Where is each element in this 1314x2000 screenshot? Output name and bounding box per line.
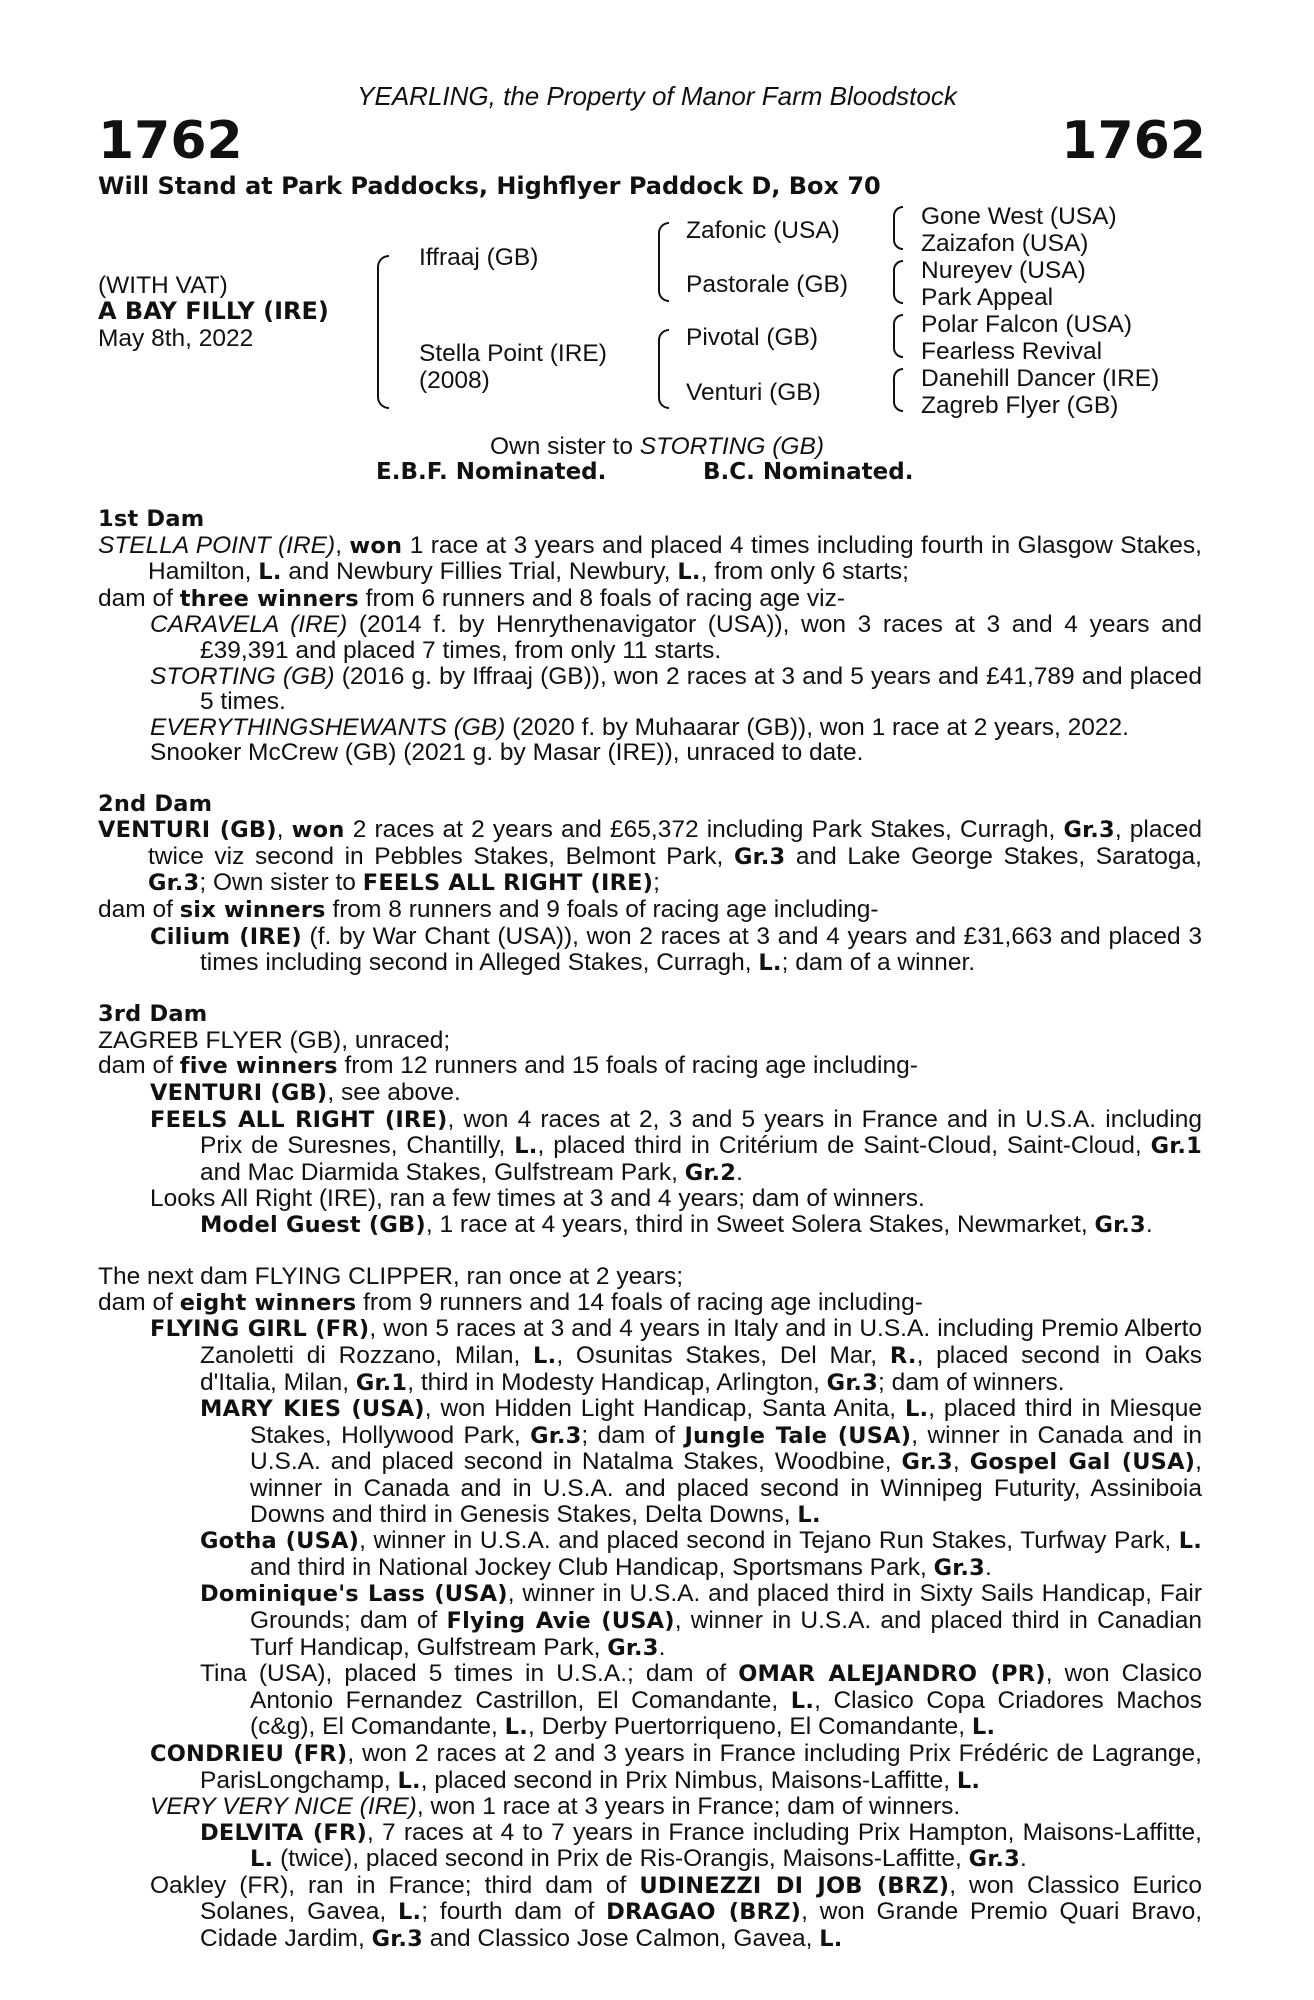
bold-text: FEELS ALL RIGHT (IRE) <box>362 870 654 897</box>
text-run: , placed twice viz second in Pebbles Stakes, Belmont Park, <box>148 816 1202 870</box>
bold-text: Gospel Gal (USA) <box>969 1449 1196 1476</box>
text-run: and Classico Jose Calmon, Gavea, <box>422 1925 820 1953</box>
text-run: , winner in U.S.A. and placed second in Tejano Run Stakes, Turfway Park, <box>359 1527 1179 1555</box>
bold-text: DELVITA (FR) <box>200 1819 367 1846</box>
text-run: (2016 g. by Iffraaj (GB)), won 2 races at 3 and 5 years and £41,789 and placed 5 times. <box>200 662 1202 716</box>
text-run: , winner in U.S.A. and placed third in Canadian Turf Handicap, Gulfstream Park, <box>250 1606 1202 1661</box>
produce-entry <box>98 1396 1202 1528</box>
pedigree-dam-year: (2008) <box>419 367 490 394</box>
text-run: ; fourth dam of <box>421 1898 607 1926</box>
text-run: Tina (USA), placed 5 times in U.S.A.; dam of <box>200 1660 739 1688</box>
foaling-date: May 8th, 2022 <box>98 325 254 352</box>
produce-entry <box>98 1316 1202 1396</box>
bold-text: L. <box>790 1687 815 1714</box>
text-run: Snooker McCrew (GB) (2021 g. by Masar (IRE)), unraced to date. <box>150 739 864 767</box>
second-dam-heading: 2nd Dam <box>98 790 213 817</box>
text-run: dam of <box>98 1288 180 1316</box>
bold-text: Model Guest (GB) <box>200 1212 426 1239</box>
produce-entry <box>98 1820 1202 1873</box>
own-sister-prefix: Own sister to <box>490 433 640 460</box>
horse-name: A BAY FILLY (IRE) <box>98 297 329 325</box>
bold-text: six winners <box>179 896 326 923</box>
text-run: and Mac Diarmida Stakes, Gulfstream Park, <box>200 1158 685 1186</box>
text-run: , placed second in Prix Nimbus, Maisons-Laffitte, <box>420 1766 957 1794</box>
bold-text: DRAGAO (BRZ) <box>606 1899 802 1926</box>
bold-text: L. <box>397 1767 421 1794</box>
own-sister-note <box>0 434 1314 460</box>
bold-text: Gr.1 <box>355 1369 408 1396</box>
italic-text: VERY VERY NICE (IRE) <box>150 1793 417 1821</box>
text-run: . <box>1020 1845 1027 1873</box>
italic-text: STELLA POINT (IRE) <box>98 531 336 559</box>
produce-entry <box>98 1581 1202 1661</box>
text-run: , from only 6 starts; <box>700 558 909 586</box>
bold-text: FLYING GIRL (FR) <box>150 1316 370 1343</box>
bold-text: Gr.3 <box>607 1634 659 1661</box>
text-run: , <box>952 1448 970 1476</box>
bc-nominated: B.C. Nominated. <box>703 459 914 485</box>
produce-entry <box>98 1186 1202 1212</box>
text-run: 2 races at 2 years and £65,372 including Park Stakes, Curragh, <box>344 816 1064 844</box>
bold-text: FEELS ALL RIGHT (IRE) <box>150 1106 448 1133</box>
italic-text: EVERYTHINGSHEWANTS (GB) <box>150 713 506 741</box>
text-run: dam of <box>98 895 180 923</box>
bold-text: Gr.1 <box>1150 1133 1202 1160</box>
pedigree-brace-gen1 <box>377 255 389 409</box>
produce-entry <box>98 1794 1202 1820</box>
text-run: . <box>736 1158 743 1186</box>
bold-text: L. <box>758 950 782 977</box>
text-run: The next dam FLYING CLIPPER, ran once at 2 years; <box>98 1263 684 1291</box>
text-run: , Osunitas Stakes, Del Mar, <box>556 1342 890 1369</box>
pedigree-sire-dam: Pastorale (GB) <box>686 271 849 298</box>
text-run: (twice), placed second in Prix de Ris-Orangis, Maisons-Laffitte, <box>273 1845 969 1873</box>
text-run: , 1 race at 4 years, third in Sweet Solera Stakes, Newmarket, <box>425 1211 1095 1239</box>
pedigree-gen3-7: Danehill Dancer (IRE) <box>921 365 1160 392</box>
text-run: . <box>984 1553 992 1581</box>
text-run: 1 race at 3 years and placed 4 times including fourth in Glasgow Stakes, Hamilton, <box>148 531 1202 586</box>
text-run: , winner in Canada and in U.S.A. and placed second in Natalma Stakes, Woodbine, <box>250 1421 1202 1476</box>
text-run: from 8 runners and 9 foals of racing age including- <box>325 895 879 923</box>
text-run: . <box>1145 1211 1153 1239</box>
third-dam-heading: 3rd Dam <box>98 1001 208 1028</box>
produce-entry <box>98 612 1202 663</box>
text-run: . <box>658 1633 666 1661</box>
bold-text: L. <box>904 1396 929 1423</box>
text-run: dam of <box>98 1052 180 1080</box>
bold-text: L. <box>504 1714 528 1741</box>
pedigree-sire-sire: Zafonic (USA) <box>686 217 840 244</box>
stand-location: Will Stand at Park Paddocks, Highflyer Paddock D, Box 70 <box>98 172 881 200</box>
catalogue-body <box>98 507 1202 1953</box>
pedigree-gen3-6: Fearless Revival <box>921 338 1103 365</box>
bold-text: Gr.3 <box>733 843 786 870</box>
third-dam-summary <box>98 1028 1202 1054</box>
vat-note: (WITH VAT) <box>98 272 228 299</box>
text-run: , won 5 races at 3 and 4 years in Italy and in U.S.A. including Premio Alberto Zanoletti di Rozzano, Milan, <box>200 1315 1202 1369</box>
text-run: , 7 races at 4 to 7 years in France including Prix Hampton, Maisons-Laffitte, <box>367 1818 1202 1846</box>
bold-text: Gr.3 <box>1063 817 1115 844</box>
pedigree-gen3-5: Polar Falcon (USA) <box>921 311 1133 338</box>
text-run: , winner in U.S.A. and placed third in Sixty Sails Handicap, Fair Grounds; dam of <box>250 1580 1203 1634</box>
pedigree-dam-sire: Pivotal (GB) <box>686 324 819 351</box>
text-run: ; Own sister to <box>199 869 363 897</box>
first-dam-summary <box>98 533 1202 586</box>
bold-text: Gr.3 <box>968 1846 1021 1873</box>
bold-text: Gr.3 <box>826 1369 879 1396</box>
pedigree-gen3-4: Park Appeal <box>921 284 1054 311</box>
bold-text: L. <box>514 1133 538 1160</box>
second-dam-summary <box>98 817 1202 897</box>
text-run: , <box>276 816 292 844</box>
bold-text: five winners <box>179 1053 338 1080</box>
bold-text: UDINEZZI DI JOB (BRZ) <box>639 1872 950 1899</box>
italic-text: STORTING (GB) <box>150 662 335 690</box>
pedigree-gen3-3: Nureyev (USA) <box>921 257 1086 284</box>
produce-entry <box>98 664 1202 715</box>
text-run: (f. by War Chant (USA)), won 2 races at 3 and 4 years and £31,663 and placed 3 times including second in Alleged Stakes, Curragh, <box>200 922 1202 977</box>
bold-text: Gr.3 <box>530 1422 582 1449</box>
bold-text: L. <box>956 1767 981 1794</box>
bold-text: OMAR ALEJANDRO (PR) <box>738 1661 1046 1688</box>
bold-text: Dominique's Lass (USA) <box>200 1581 508 1608</box>
pedigree-gen3-8: Zagreb Flyer (GB) <box>921 392 1119 419</box>
text-run: , won 1 race at 3 years in France; dam of winners. <box>416 1793 961 1821</box>
text-run: , won Grande Premio Quari Bravo, Cidade Jardim, <box>200 1898 1203 1953</box>
produce-entry <box>98 1741 1202 1794</box>
text-run: ; dam of winners. <box>878 1368 1065 1396</box>
bold-text: won <box>291 817 345 844</box>
pedigree-sire: Iffraaj (GB) <box>419 244 539 271</box>
next-dam-summary <box>98 1264 1202 1290</box>
bold-text: Gr.3 <box>901 1449 953 1476</box>
pedigree-brace-sire <box>658 222 669 302</box>
bold-text: L. <box>971 1714 996 1741</box>
text-run: , won Classico Eurico Solanes, Gavea, <box>200 1871 1202 1926</box>
produce-entry <box>98 1107 1202 1187</box>
text-run: , <box>335 531 350 559</box>
bold-text: Gr.3 <box>148 870 200 897</box>
lot-number-left: 1762 <box>98 111 243 171</box>
bold-text: Gr.3 <box>371 1926 423 1953</box>
text-run: ZAGREB FLYER (GB), unraced; <box>98 1026 451 1054</box>
bold-text: Gr.3 <box>933 1554 985 1581</box>
text-run: Oakley (FR), ran in France; third dam of <box>150 1871 640 1899</box>
pedigree-gen3-2: Zaizafon (USA) <box>921 230 1089 257</box>
first-dam-heading: 1st Dam <box>98 506 205 532</box>
ebf-nominated: E.B.F. Nominated. <box>376 459 607 485</box>
bold-text: L. <box>533 1343 557 1369</box>
produce-entry <box>98 1661 1202 1741</box>
italic-text: CARAVELA (IRE) <box>150 611 348 639</box>
produce-entry <box>98 715 1202 741</box>
pedigree-brace-3c <box>893 314 903 358</box>
bold-text: Gr.2 <box>684 1159 737 1186</box>
bold-text: Flying Avie (USA) <box>446 1607 675 1634</box>
produce-entry <box>98 1873 1202 1953</box>
text-run: , Clasico Copa Criadores Machos (c&g), El Comandante, <box>250 1686 1203 1741</box>
text-run: from 12 runners and 15 foals of racing age including- <box>337 1052 918 1080</box>
bold-text: VENTURI (GB) <box>98 817 277 844</box>
bold-text: R. <box>889 1343 917 1369</box>
text-run: , see above. <box>327 1079 461 1107</box>
bold-text: VENTURI (GB) <box>150 1080 328 1107</box>
bold-text: L. <box>819 1926 843 1953</box>
third-dam-produce-intro <box>98 1053 1202 1080</box>
text-run: dam of <box>98 584 180 612</box>
text-run: , winner in Canada and in U.S.A. and placed second in Winnipeg Futurity, Assiniboia Downs and third in Genesis Stakes, Delta Downs, <box>250 1448 1202 1528</box>
bold-text: CONDRIEU (FR) <box>150 1740 348 1767</box>
bold-text: L. <box>677 559 701 586</box>
text-run: and third in National Jockey Club Handicap, Sportsmans Park, <box>250 1553 934 1581</box>
text-run: , placed third in Miesque Stakes, Hollywood Park, <box>250 1395 1202 1449</box>
lot-number-right: 1762 <box>1061 111 1206 171</box>
text-run: (2014 f. by Henrythenavigator (USA)), won 3 races at 3 and 4 years and £39,391 and placed 7 times, from only 11 starts. <box>200 611 1202 664</box>
text-run: , won 4 races at 2, 3 and 5 years in France and in U.S.A. including Prix de Suresnes, Chantilly, <box>200 1105 1202 1160</box>
text-run: and Newbury Fillies Trial, Newbury, <box>281 558 678 586</box>
text-run: Looks All Right (IRE), ran a few times at 3 and 4 years; dam of winners. <box>150 1185 925 1213</box>
catalogue-header: YEARLING, the Property of Manor Farm Bloodstock <box>357 81 957 111</box>
bold-text: L. <box>797 1501 821 1528</box>
bold-text: MARY KIES (USA) <box>200 1396 425 1423</box>
text-run: , Derby Puertorriqueno, El Comandante, <box>527 1713 972 1741</box>
text-run: and Lake George Stakes, Saratoga, <box>785 842 1202 870</box>
bold-text: Jungle Tale (USA) <box>684 1422 912 1449</box>
pedigree-brace-dam <box>658 329 669 409</box>
produce-entry <box>98 1080 1202 1107</box>
text-run: ; <box>653 869 660 897</box>
bold-text: L. <box>1178 1528 1202 1555</box>
next-dam-produce-intro <box>98 1290 1202 1317</box>
produce-entry <box>98 740 1202 766</box>
text-run: (2020 f. by Muhaarar (GB)), won 1 race at 2 years, 2022. <box>505 713 1129 741</box>
pedigree-brace-3a <box>893 206 903 250</box>
text-run: , won Hidden Light Handicap, Santa Anita, <box>424 1395 905 1423</box>
text-run: , placed second in Oaks d'Italia, Milan, <box>200 1342 1202 1396</box>
text-run: ; dam of <box>581 1421 685 1449</box>
bold-text: won <box>349 532 403 559</box>
text-run: , won 2 races at 2 and 3 years in France including Prix Frédéric de Lagrange, ParisLongchamp, <box>200 1739 1202 1794</box>
first-dam-produce-intro <box>98 586 1202 613</box>
pedigree-brace-3b <box>893 260 903 304</box>
bold-text: L. <box>258 559 282 586</box>
bold-text: three winners <box>179 585 359 612</box>
text-run: , placed third in Critérium de Saint-Cloud, Saint-Cloud, <box>537 1132 1151 1160</box>
produce-entry <box>98 924 1202 977</box>
bold-text: Gotha (USA) <box>200 1528 360 1555</box>
bold-text: eight winners <box>179 1289 357 1316</box>
text-run: , won Clasico Antonio Fernandez Castrillon, El Comandante, <box>250 1660 1202 1714</box>
bold-text: Cilium (IRE) <box>150 923 302 950</box>
pedigree-dam: Stella Point (IRE) <box>419 340 607 367</box>
pedigree-gen3-1: Gone West (USA) <box>921 203 1117 230</box>
produce-entry <box>98 1212 1202 1239</box>
bold-text: L. <box>397 1899 422 1926</box>
pedigree-brace-3d <box>893 368 903 412</box>
text-run: from 9 runners and 14 foals of racing age including- <box>356 1288 923 1316</box>
pedigree-dam-dam: Venturi (GB) <box>686 379 821 406</box>
produce-entry <box>98 1528 1202 1581</box>
bold-text: L. <box>250 1846 274 1873</box>
text-run: ; dam of a winner. <box>781 949 976 977</box>
text-run: , third in Modesty Handicap, Arlington, <box>407 1368 827 1396</box>
bold-text: Gr.3 <box>1094 1212 1146 1239</box>
own-sister-name: STORTING (GB) <box>639 433 824 460</box>
text-run: from 6 runners and 8 foals of racing age viz- <box>358 584 845 612</box>
second-dam-produce-intro <box>98 897 1202 924</box>
